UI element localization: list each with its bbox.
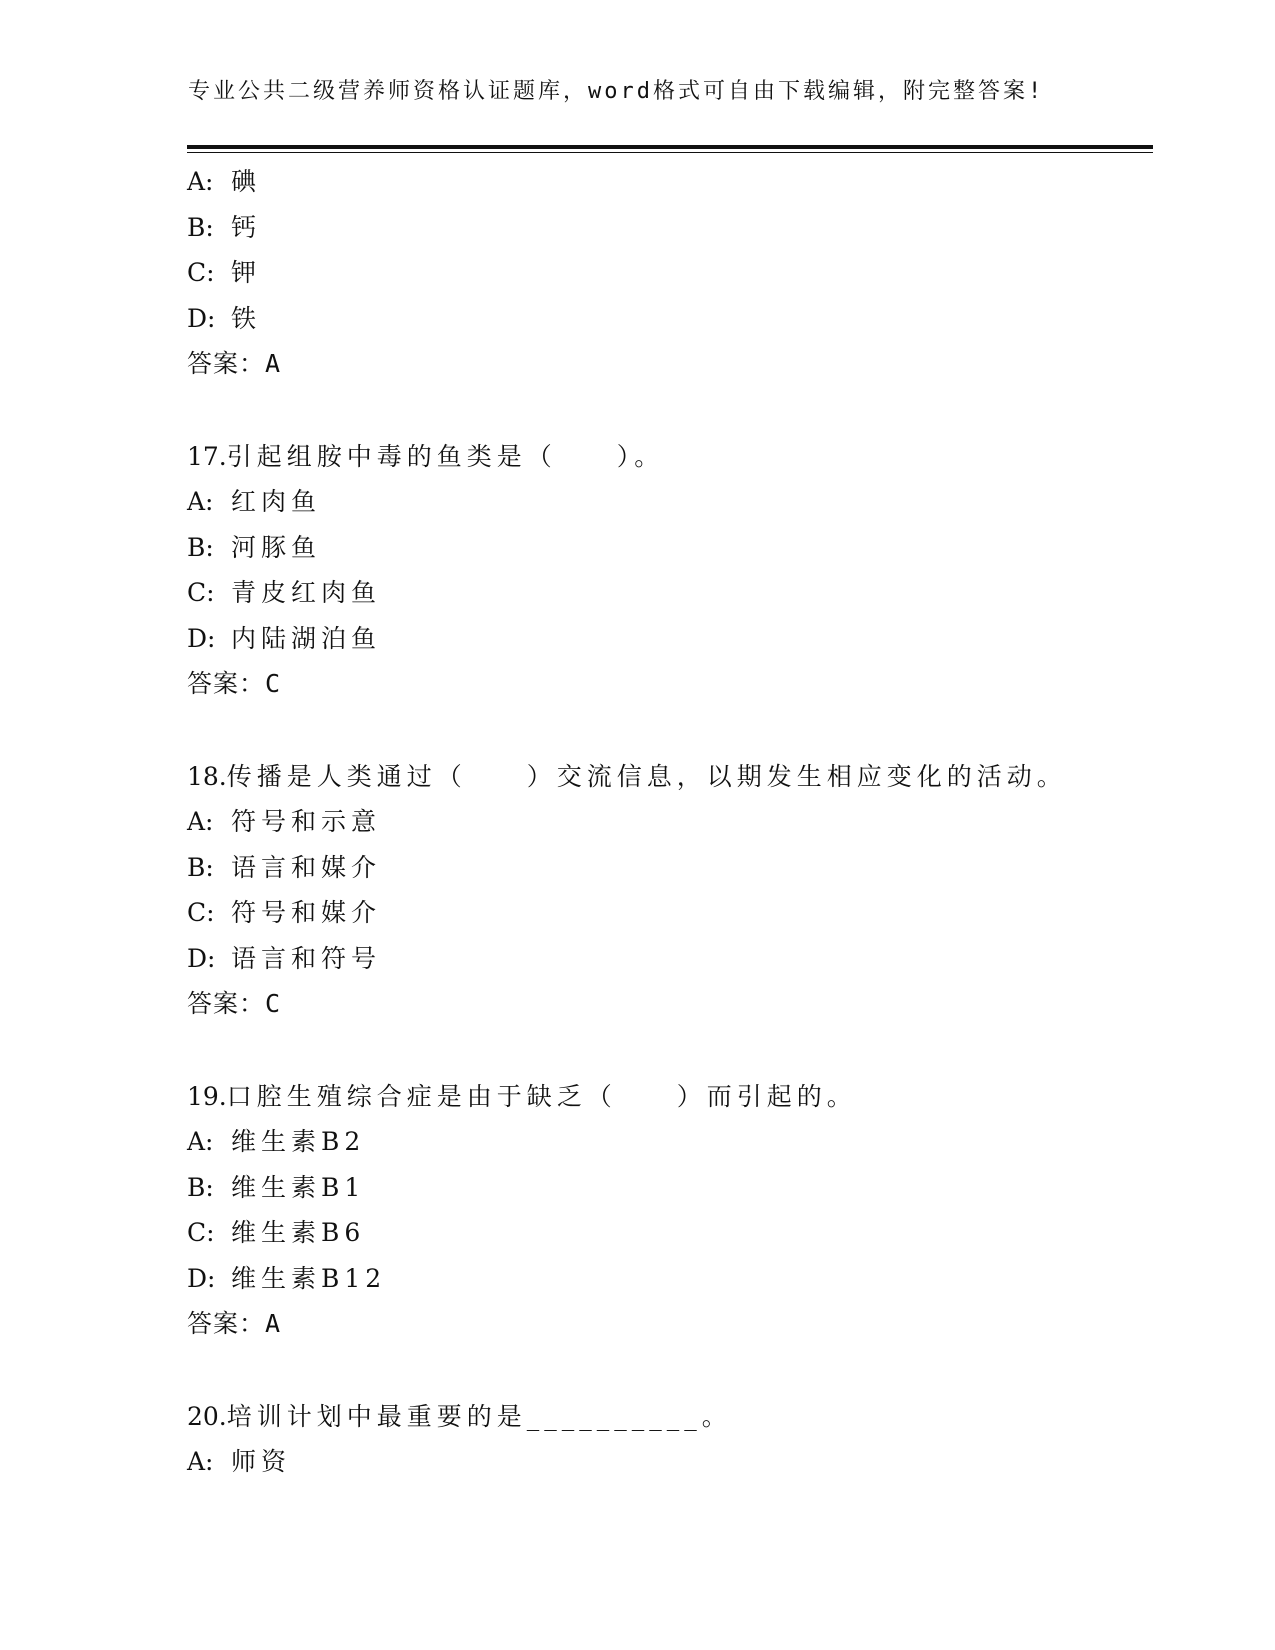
spacer [187, 707, 1147, 754]
option-b [187, 1165, 1147, 1211]
answer-value: C [265, 669, 282, 698]
question-stem: 引起组胺中毒的鱼类是（ ）。 [226, 441, 665, 471]
question-text [187, 1074, 1147, 1120]
answer-value: C [265, 989, 282, 1018]
option-d [187, 616, 1147, 662]
option-text: 红肉鱼 [231, 487, 322, 516]
spacer [187, 387, 1147, 434]
question-block-17 [187, 434, 1147, 707]
option-text: 维生素B2 [231, 1127, 366, 1156]
option-a [187, 799, 1147, 845]
header-rule-thin [187, 152, 1153, 153]
question-number: 17. [187, 441, 227, 471]
option-text: 河豚鱼 [231, 532, 322, 562]
option-label: A: [187, 807, 214, 836]
option-text: 铁 [231, 303, 262, 333]
option-a [187, 159, 1147, 205]
option-label: A: [187, 1447, 214, 1476]
option-d [187, 1256, 1147, 1302]
answer-label: 答案： [187, 989, 266, 1018]
option-text: 维生素B1 [231, 1172, 366, 1202]
answer-label: 答案： [187, 669, 266, 698]
option-text: 碘 [231, 167, 262, 196]
question-text [187, 754, 1147, 800]
spacer [187, 1027, 1147, 1074]
answer-label: 答案： [187, 1309, 266, 1338]
question-content [187, 159, 1147, 1485]
option-text: 维生素B12 [231, 1263, 387, 1293]
option-label: D: [187, 303, 216, 333]
option-label: B: [187, 852, 214, 882]
option-text: 符号和示意 [231, 807, 382, 836]
option-b [187, 205, 1147, 251]
question-number: 19. [187, 1081, 227, 1111]
question-stem: 口腔生殖综合症是由于缺乏（ ）而引起的。 [226, 1081, 857, 1111]
answer-line [187, 981, 1147, 1027]
question-stem: 传播是人类通过（ ）交流信息，以期发生相应变化的活动。 [226, 761, 1067, 791]
answer-line [187, 341, 1147, 387]
option-c [187, 570, 1147, 616]
option-c [187, 890, 1147, 936]
option-label: C: [187, 1218, 215, 1247]
option-b [187, 845, 1147, 891]
spacer [187, 1347, 1147, 1394]
option-label: B: [187, 532, 214, 562]
question-text [187, 434, 1147, 480]
option-text: 维生素B6 [231, 1218, 366, 1247]
question-number: 20. [187, 1401, 227, 1431]
option-label: C: [187, 258, 215, 287]
option-label: A: [187, 487, 214, 516]
header-rule-thick [187, 145, 1153, 149]
option-label: C: [187, 898, 215, 927]
option-text: 钾 [231, 258, 262, 287]
question-block-16 [187, 159, 1147, 387]
option-b [187, 525, 1147, 571]
answer-line [187, 661, 1147, 707]
question-text [187, 1394, 1147, 1440]
option-label: D: [187, 1263, 216, 1293]
option-a [187, 1439, 1147, 1485]
option-text: 钙 [231, 212, 262, 242]
option-a [187, 479, 1147, 525]
option-text: 语言和媒介 [231, 852, 382, 882]
option-label: D: [187, 623, 216, 653]
answer-value: A [265, 1309, 282, 1338]
option-label: D: [187, 943, 216, 973]
question-block-20 [187, 1394, 1147, 1485]
option-d [187, 296, 1147, 342]
option-a [187, 1119, 1147, 1165]
option-label: A: [187, 1127, 214, 1156]
option-label: C: [187, 578, 215, 607]
option-label: B: [187, 212, 214, 242]
option-text: 师资 [231, 1447, 292, 1476]
option-text: 内陆湖泊鱼 [231, 623, 382, 653]
answer-line [187, 1301, 1147, 1347]
option-text: 青皮红肉鱼 [231, 578, 382, 607]
page-header: 专业公共二级营养师资格认证题库，word格式可自由下载编辑，附完整答案! [188, 79, 1045, 104]
option-c [187, 1210, 1147, 1256]
question-block-19 [187, 1074, 1147, 1347]
question-stem: 培训计划中最重要的是__________。 [226, 1401, 732, 1431]
option-text: 语言和符号 [231, 943, 382, 973]
option-text: 符号和媒介 [231, 898, 382, 927]
question-block-18 [187, 754, 1147, 1027]
option-label: A: [187, 167, 214, 196]
question-number: 18. [187, 761, 227, 791]
option-c [187, 250, 1147, 296]
option-d [187, 936, 1147, 982]
answer-label: 答案： [187, 349, 266, 378]
answer-value: A [265, 349, 282, 378]
option-label: B: [187, 1172, 214, 1202]
